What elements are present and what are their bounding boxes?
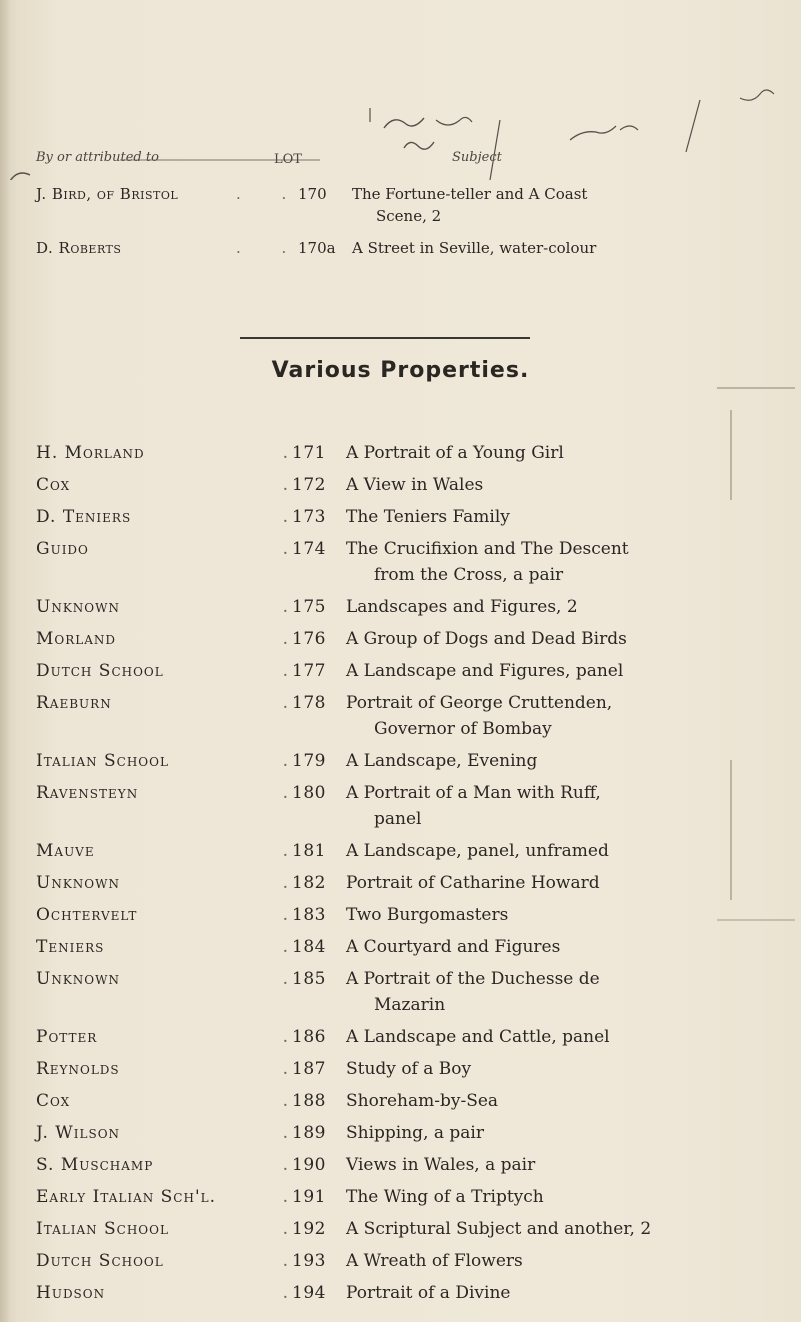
lot-number: 180 — [292, 783, 326, 803]
lot-number: 191 — [292, 1187, 326, 1207]
lot-title-line: A Scriptural Subject and another, 2 — [346, 1219, 652, 1239]
leader-dot: . — [282, 905, 288, 925]
leader-dot: . — [282, 443, 288, 463]
lot-entry — [36, 966, 796, 1018]
leader-dot: . — [282, 1059, 288, 1079]
lot-number: 187 — [292, 1059, 326, 1079]
lot-entry — [36, 594, 796, 620]
header-row — [36, 182, 786, 206]
lot-title — [346, 1056, 786, 1082]
lot-number: 181 — [292, 841, 326, 861]
lot-entry — [36, 1184, 796, 1210]
artist-name: S. Muschamp — [36, 1155, 154, 1175]
lot-entry — [36, 1088, 796, 1114]
lot-entry — [36, 934, 796, 960]
artist-name: Cox — [36, 475, 71, 495]
lot-entry — [36, 1152, 796, 1178]
lot-entry — [36, 658, 796, 684]
lot-column-label: LOT — [274, 152, 302, 167]
lot-number: 171 — [292, 443, 326, 463]
lot-title-line: The Teniers Family — [346, 507, 510, 527]
lot-title-line: Portrait of a Divine — [346, 1283, 511, 1303]
lot-title-line: Views in Wales, a pair — [346, 1155, 536, 1175]
leader-dot: . — [282, 1123, 288, 1143]
leader-dot: . — [282, 751, 288, 771]
lot-number: 170 — [298, 185, 327, 203]
leader-dot: . — [282, 783, 288, 803]
leader-dot: . — [282, 507, 288, 527]
lot-entry — [36, 690, 796, 742]
lot-entry — [36, 536, 796, 588]
section-divider — [240, 337, 530, 339]
lot-title-continuation: Mazarin — [374, 995, 446, 1015]
leader-dot: . — [282, 693, 288, 713]
lot-title-line: Landscapes and Figures, 2 — [346, 597, 578, 617]
lot-title-line: A Landscape and Figures, panel — [346, 661, 624, 681]
artist-name: J. Bird, of Bristol — [36, 185, 179, 203]
leader-dot: . — [282, 1091, 288, 1111]
leader-dot: . — [282, 1251, 288, 1271]
leader-dots: . . — [236, 239, 305, 257]
section-heading: Various Properties. — [271, 358, 530, 383]
lot-title-continuation: panel — [374, 809, 422, 829]
lot-number: 184 — [292, 937, 326, 957]
artist-name: Unknown — [36, 597, 120, 617]
handwritten-note: By or attributed to — [36, 150, 159, 165]
artist-name: Mauve — [36, 841, 95, 861]
leader-dot: . — [282, 1283, 288, 1303]
lot-title-line: A Group of Dogs and Dead Birds — [346, 629, 627, 649]
lot-number: 170a — [298, 239, 336, 257]
lot-title-line: A Portrait of a Man with Ruff, — [346, 783, 601, 803]
artist-name: D. Teniers — [36, 507, 132, 527]
lot-number: 189 — [292, 1123, 326, 1143]
lot-number: 188 — [292, 1091, 326, 1111]
lot-title — [346, 1120, 786, 1146]
artist-name: Reynolds — [36, 1059, 120, 1079]
lot-title-line: Shipping, a pair — [346, 1123, 484, 1143]
lot-number: 178 — [292, 693, 326, 713]
artist-name: Hudson — [36, 1283, 106, 1303]
artist-name: Ravensteyn — [36, 783, 139, 803]
leader-dot: . — [282, 475, 288, 495]
leader-dot: . — [282, 1219, 288, 1239]
lot-title — [346, 1152, 786, 1178]
lot-number: 186 — [292, 1027, 326, 1047]
artist-name: Guido — [36, 539, 89, 559]
lot-title — [346, 1184, 786, 1210]
artist-name: Unknown — [36, 969, 120, 989]
leader-dot: . — [282, 1027, 288, 1047]
lot-number: 172 — [292, 475, 326, 495]
lot-number: 190 — [292, 1155, 326, 1175]
lot-title: The Fortune-teller and A Coast — [352, 185, 588, 203]
lot-number: 177 — [292, 661, 326, 681]
lot-number: 176 — [292, 629, 326, 649]
lot-title-line: A Landscape, Evening — [346, 751, 538, 771]
artist-name: D. Roberts — [36, 239, 122, 257]
leader-dot: . — [282, 539, 288, 559]
lot-title-line: The Crucifixion and The Descent — [346, 539, 629, 559]
lot-title: A Street in Seville, water-colour — [352, 239, 597, 257]
binding-shadow — [0, 0, 10, 1322]
lot-number: 175 — [292, 597, 326, 617]
artist-name: H. Morland — [36, 443, 145, 463]
lot-entry — [36, 748, 796, 774]
artist-name: Italian School — [36, 1219, 169, 1239]
lot-title-line: A Courtyard and Figures — [346, 937, 561, 957]
lot-entry — [36, 870, 796, 896]
pencil-scribbles-icon — [0, 0, 801, 180]
leader-dot: . — [282, 629, 288, 649]
artist-name: J. Wilson — [36, 1123, 121, 1143]
lot-number: 192 — [292, 1219, 326, 1239]
lot-title-line: Study of a Boy — [346, 1059, 472, 1079]
lot-title-continuation: Scene, 2 — [376, 207, 442, 225]
lot-title-continuation: Governor of Bombay — [374, 719, 552, 739]
artist-name: Unknown — [36, 873, 120, 893]
lot-entry — [36, 1120, 796, 1146]
lot-title-line: A Landscape, panel, unframed — [346, 841, 609, 861]
lot-title — [346, 1248, 786, 1274]
artist-name: Raeburn — [36, 693, 112, 713]
lot-title — [346, 1280, 786, 1306]
leader-dot: . — [282, 597, 288, 617]
subject-column-label: Subject — [452, 150, 502, 165]
lot-entry — [36, 472, 796, 498]
leader-dot: . — [282, 661, 288, 681]
lot-list — [36, 440, 796, 1312]
artist-name: Cox — [36, 1091, 71, 1111]
lot-number: 173 — [292, 507, 326, 527]
header-row — [36, 236, 786, 260]
lot-title — [346, 1024, 786, 1050]
lot-number: 179 — [292, 751, 326, 771]
lot-entry — [36, 1216, 796, 1242]
artist-name: Potter — [36, 1027, 98, 1047]
lot-title — [346, 966, 786, 1018]
lot-entry — [36, 902, 796, 928]
lot-number: 183 — [292, 905, 326, 925]
lot-entry — [36, 440, 796, 466]
lot-number: 193 — [292, 1251, 326, 1271]
lot-number: 194 — [292, 1283, 326, 1303]
artist-name: Dutch School — [36, 1251, 164, 1271]
leader-dot: . — [282, 873, 288, 893]
leader-dots: . . — [236, 185, 305, 203]
lot-title-line: A Wreath of Flowers — [346, 1251, 523, 1271]
artist-name: Italian School — [36, 751, 169, 771]
artist-name: Early Italian Sch'l. — [36, 1187, 216, 1207]
leader-dot: . — [282, 1155, 288, 1175]
lot-title-line: Shoreham-by-Sea — [346, 1091, 499, 1111]
lot-entry — [36, 838, 796, 864]
lot-entry — [36, 1248, 796, 1274]
leader-dot: . — [282, 969, 288, 989]
artist-name: Ochtervelt — [36, 905, 138, 925]
leader-dot: . — [282, 937, 288, 957]
lot-title — [346, 1088, 786, 1114]
lot-title-continuation: from the Cross, a pair — [374, 565, 564, 585]
lot-entry — [36, 504, 796, 530]
lot-number: 182 — [292, 873, 326, 893]
leader-dot: . — [282, 841, 288, 861]
lot-number: 174 — [292, 539, 326, 559]
lot-number: 185 — [292, 969, 326, 989]
artist-name: Dutch School — [36, 661, 164, 681]
artist-name: Morland — [36, 629, 117, 649]
lot-title-line: Portrait of George Cruttenden, — [346, 693, 613, 713]
header-row-continuation — [36, 204, 786, 228]
lot-title-line: A Landscape and Cattle, panel — [346, 1027, 610, 1047]
lot-title — [346, 1216, 786, 1242]
lot-title-line: Portrait of Catharine Howard — [346, 873, 600, 893]
lot-title-line: Two Burgomasters — [346, 905, 509, 925]
lot-entry — [36, 1024, 796, 1050]
lot-entry — [36, 780, 796, 832]
lot-entry — [36, 1056, 796, 1082]
lot-title-line: A View in Wales — [346, 475, 484, 495]
lot-entry — [36, 626, 796, 652]
margin-marks-icon — [711, 380, 801, 940]
lot-title-line: A Portrait of the Duchesse de — [346, 969, 600, 989]
lot-title-line: The Wing of a Triptych — [346, 1187, 544, 1207]
artist-name: Teniers — [36, 937, 105, 957]
lot-title-line: A Portrait of a Young Girl — [346, 443, 564, 463]
leader-dot: . — [282, 1187, 288, 1207]
lot-entry — [36, 1280, 796, 1306]
